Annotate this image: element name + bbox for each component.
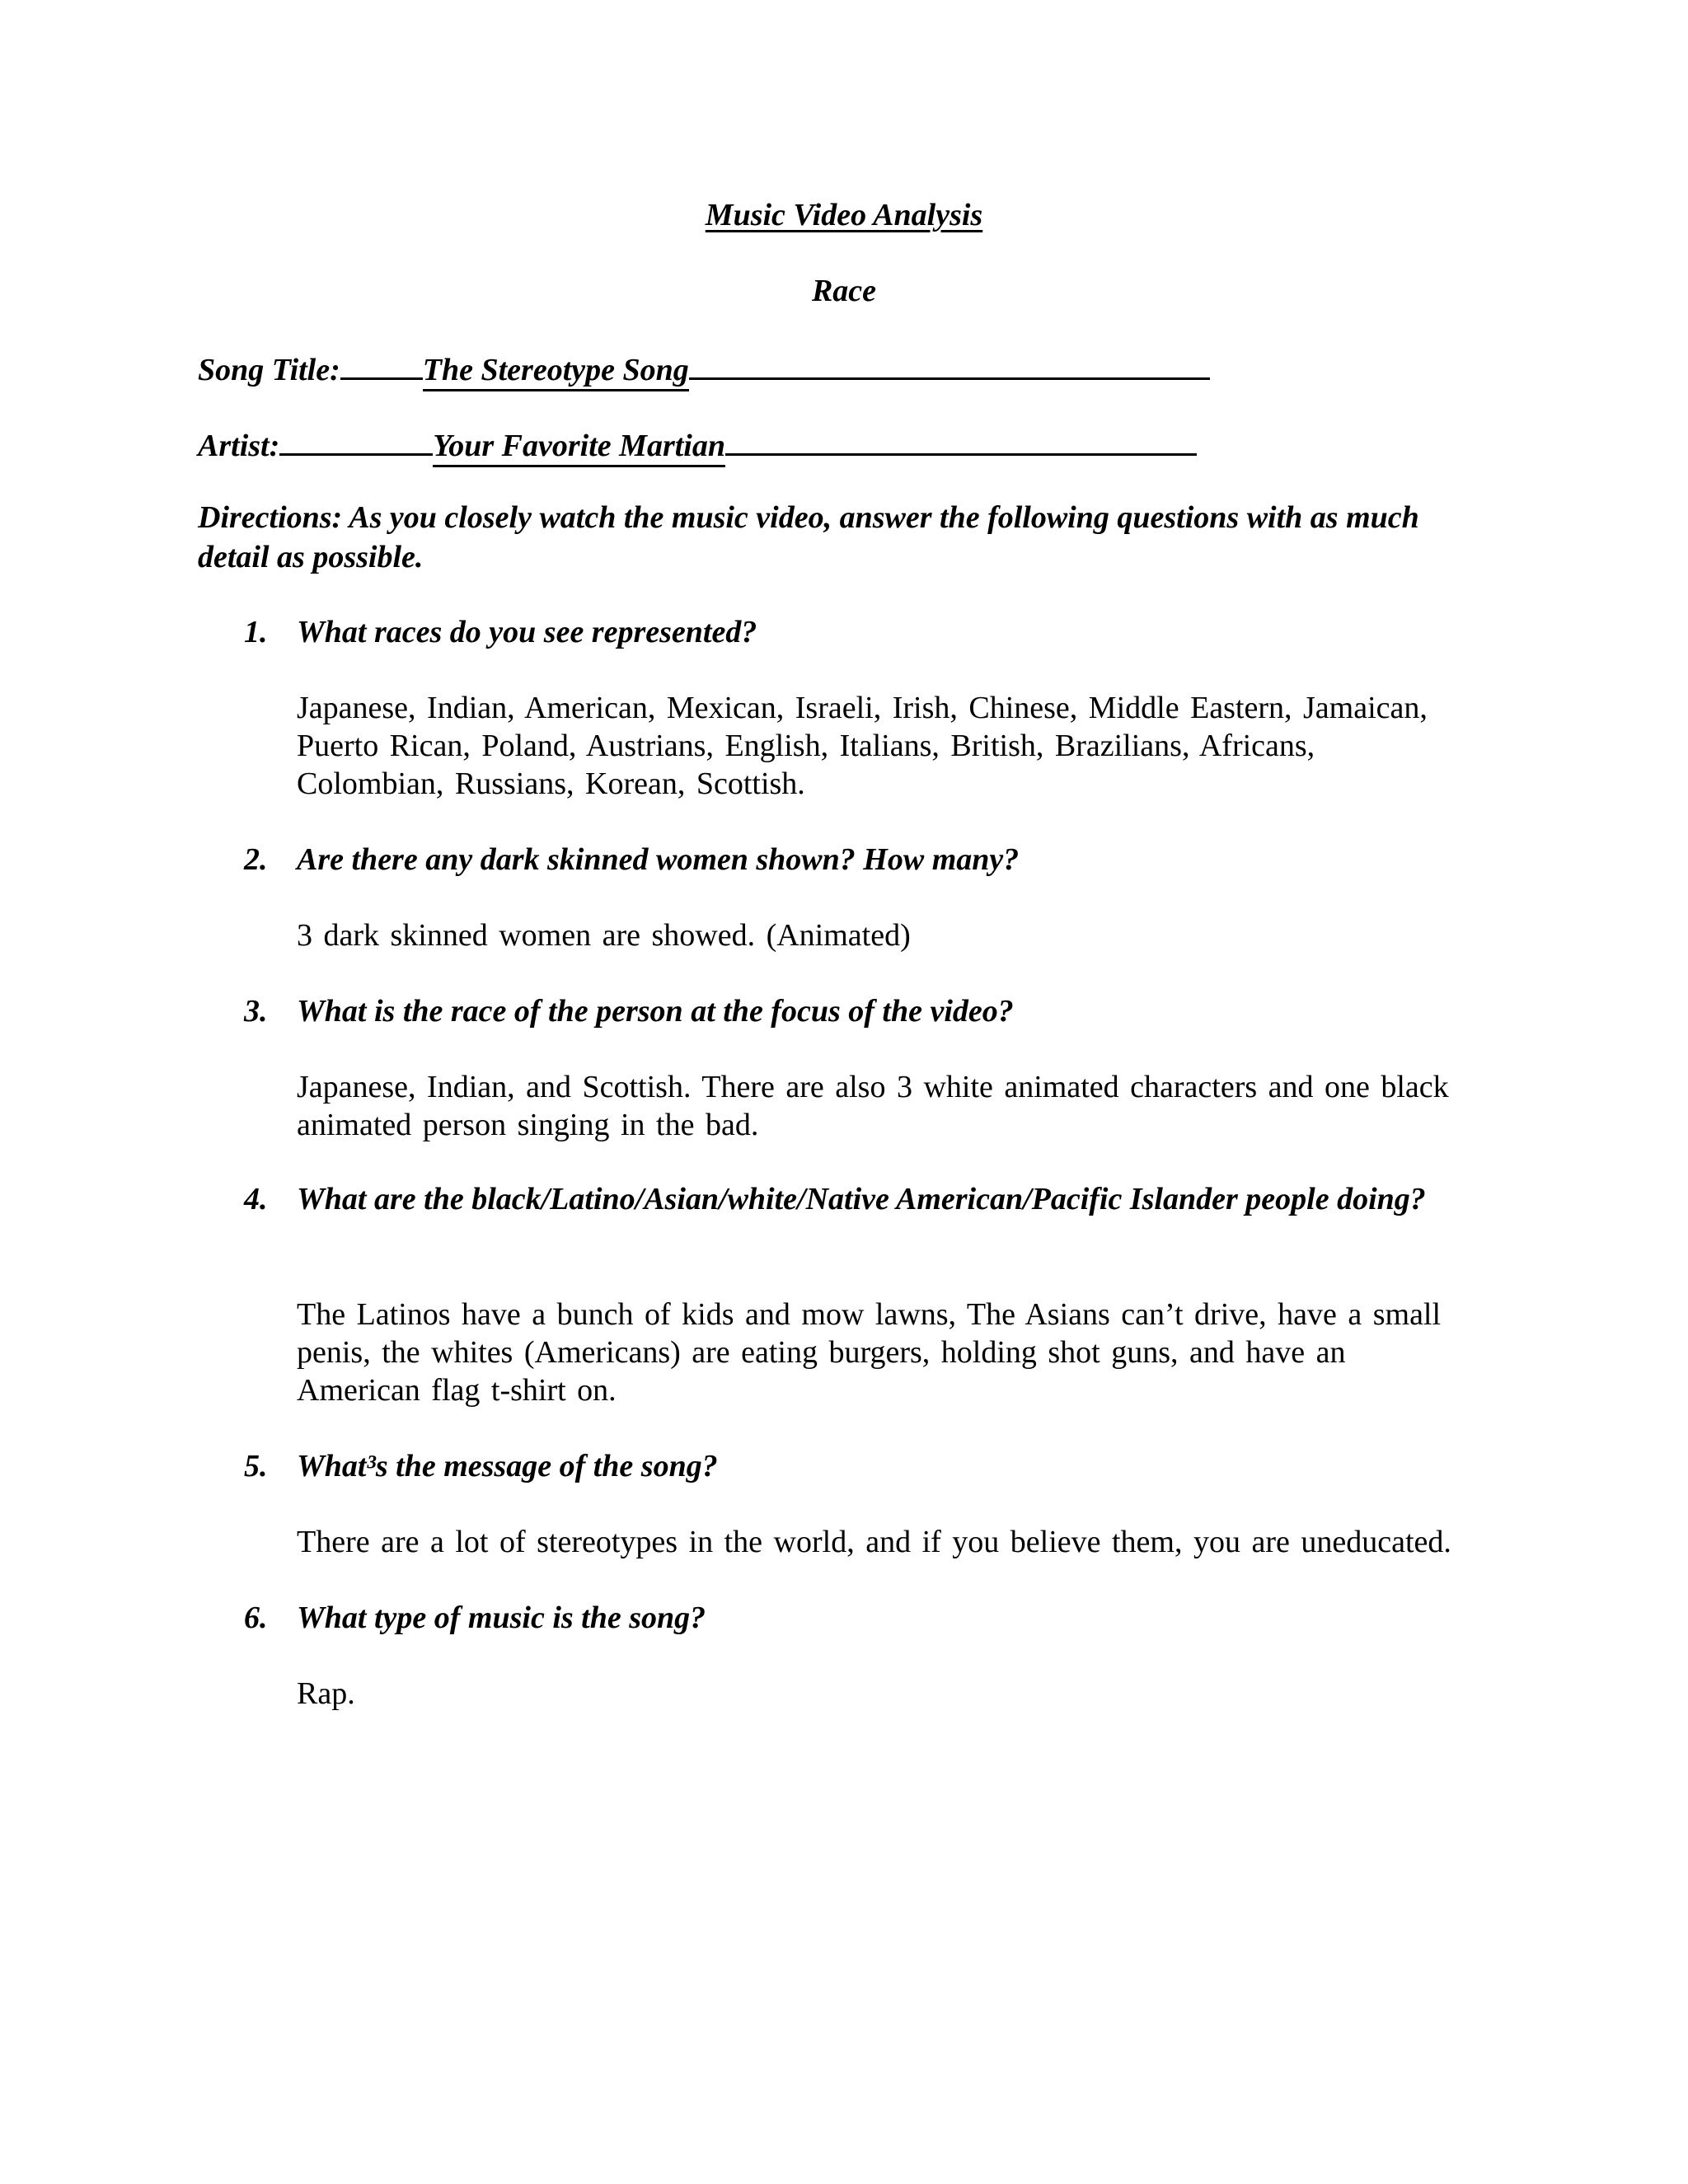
- question-text: What³s the message of the song?: [297, 1449, 718, 1483]
- answer-text: Rap.: [297, 1676, 355, 1711]
- question-number: 6.: [244, 1601, 268, 1635]
- answer-text: 3 dark skinned women are showed. (Animated): [297, 918, 911, 953]
- answer-text: Japanese, Indian, and Scottish. There are also 3 white animated characters and one black animated person singing in the bad.: [297, 1070, 1449, 1142]
- artist-leading-blank: [279, 424, 433, 456]
- answer-text: Japanese, Indian, American, Mexican, Israeli, Irish, Chinese, Middle Eastern, Jamaican, Puerto Rican, Poland, Austrians, English, Italians, British, Brazilians, Africans, Colombian, Russians, Korean, Scottish.: [297, 691, 1428, 801]
- question-text: What type of music is the song?: [297, 1601, 706, 1635]
- question-number: 5.: [244, 1449, 268, 1483]
- document-subtitle: Race: [811, 274, 877, 308]
- answer-text: There are a lot of stereotypes in the world, and if you believe them, you are uneducated.: [297, 1525, 1451, 1559]
- question-number: 4.: [244, 1182, 268, 1216]
- song-title-trailing-blank: [689, 348, 1210, 380]
- question-text: What are the black/Latino/Asian/white/Native American/Pacific Islander people doing?: [297, 1182, 1426, 1216]
- artist-value: Your Favorite Martian: [433, 429, 725, 467]
- question-number: 2.: [244, 842, 268, 877]
- song-title-leading-blank: [340, 348, 423, 380]
- song-title-label: Song Title:: [198, 353, 340, 387]
- question-number: 3.: [244, 994, 268, 1029]
- artist-label: Artist:: [198, 429, 280, 463]
- question-text: What races do you see represented?: [297, 615, 757, 649]
- question-text: What is the race of the person at the focus of the video?: [297, 994, 1014, 1029]
- artist-field: [198, 424, 1197, 466]
- document-title: Music Video Analysis: [705, 198, 983, 232]
- question-number: 1.: [244, 615, 268, 649]
- question-text: Are there any dark skinned women shown? How many?: [297, 842, 1020, 877]
- artist-trailing-blank: [725, 424, 1197, 456]
- answer-text: The Latinos have a bunch of kids and mow lawns, The Asians can’t drive, have a small penis, the whites (Americans) are eating burgers, holding shot guns, and have an American flag t-shirt on.: [297, 1297, 1442, 1408]
- directions-text: Directions: As you closely watch the music video, answer the following questions with as much detail as possible.: [198, 500, 1419, 574]
- song-title-value: The Stereotype Song: [423, 353, 689, 391]
- song-title-field: [198, 348, 1210, 391]
